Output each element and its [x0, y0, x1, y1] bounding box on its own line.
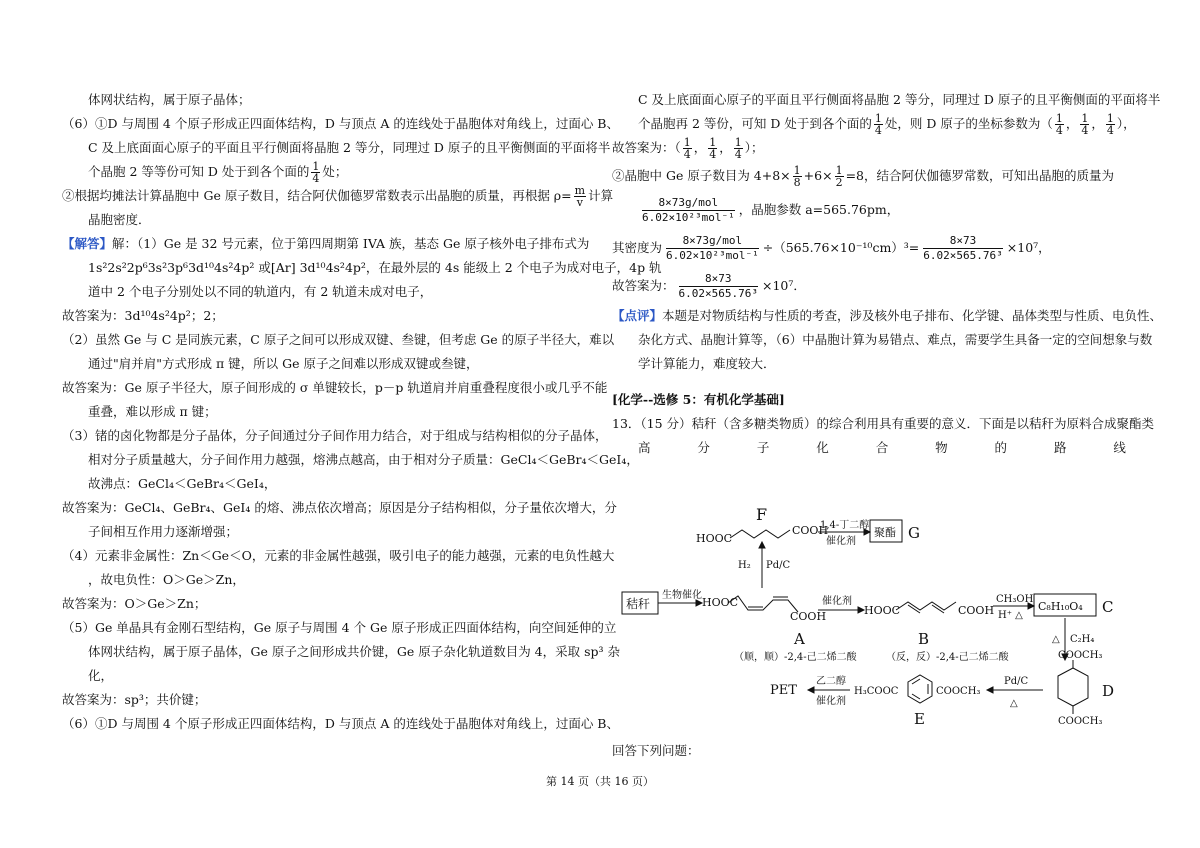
text-line: 故答案为：（ $\frac{1}{4}$ ， $\frac{1}{4}$ ， $\frac{1}{4}$ ）；: [612, 136, 764, 161]
text-line: ②根据均摊法计算晶胞中 Ge 原子数目，结合阿伏伽德罗常数表示出晶胞的质量，再根据 ρ= $\frac{m}{v}$ 计算: [62, 184, 614, 209]
comment-line: 【点评】本题是对物质结构与性质的考查，涉及核外电子排布、化学键、晶体类型与性质、电负性、: [612, 308, 1163, 323]
label-G: G: [908, 524, 920, 542]
b-name: （反，反）-2,4-己二烯二酸: [886, 652, 1009, 663]
d-ring: [1058, 668, 1088, 706]
label-C: C: [1102, 598, 1114, 616]
text-line: 故沸点：GeCl₄＜GeBr₄＜GeI₄，: [88, 476, 277, 491]
d-cooch3-top: COOCH₃: [1058, 650, 1103, 661]
text-line: 道中 2 个电子分别处以不同的轨道内，有 2 轨道未成对电子，: [88, 284, 433, 299]
text-line: 子间相互作用力逐渐增强；: [88, 524, 239, 539]
text-line: 晶胞密度．: [88, 212, 151, 227]
b-hooc: HOOC: [864, 604, 901, 617]
density-fraction: $\frac{8\times 73}{\text{6.02×565.76³}}$: [923, 234, 1003, 262]
comment-tag: 【点评】: [612, 308, 663, 323]
fraction-quarter: $\frac{1}{4}$: [709, 136, 717, 161]
e-inner-bond: [912, 694, 920, 699]
text-line: 其密度为 8×73g/mol 6.02×10²³mol⁻¹ ÷（565.76×10⁻¹⁰cm）³= $\frac{8\times 73}{\text{6.02×565.76³}}$ ×10⁷，: [612, 234, 1051, 262]
fraction-half: $\frac{1}{2}$: [835, 164, 843, 189]
text-line: 故答案为：sp³；共价键；: [62, 692, 207, 707]
pdc-label: Pd/C: [1004, 676, 1029, 687]
density-fraction: $\frac{8\times 73}{\text{6.02×565.76³}}$: [678, 272, 758, 300]
text-line: （6）①D 与周围 4 个原子形成正四面体结构，D 与顶点 A 的连线处于晶胞体对角线上，过面心 B、: [62, 116, 619, 131]
b-zigzag: [896, 602, 956, 610]
straw-label: 秸秆: [626, 597, 651, 611]
mass-fraction: 8×73g/mol 6.02×10²³mol⁻¹: [642, 196, 735, 224]
fraction-quarter: $\frac{1}{4}$: [1106, 112, 1114, 137]
arrow-head: [987, 687, 993, 693]
text-line: ②晶胞中 Ge 原子数目为 4+8× $\frac{1}{8}$ +6× $\frac{1}{2}$ =8，结合阿伏伽德罗常数，可知出晶胞的质量为: [612, 164, 1115, 189]
text-line: （6）①D 与周围 4 个原子形成正四面体结构，D 与顶点 A 的连线处于晶胞体对角线上，过面心 B、: [62, 716, 619, 731]
e-inner-bond: [912, 679, 920, 684]
fraction-m-over-v: $\frac{m}{v}$: [574, 184, 586, 209]
label-F: F: [756, 505, 768, 524]
glycol-label: 乙二醇: [816, 676, 846, 687]
ch3oh-label: CH₃OH: [996, 594, 1034, 605]
fraction-quarter: $\frac{1}{4}$: [874, 112, 882, 137]
pdc-label: Pd/C: [766, 560, 791, 571]
a-cooh: COOH: [790, 610, 827, 623]
text-line: 故答案为：Ge 原子半径大，原子间形成的 σ 单键较长，p－p 轨道肩并肩重叠程度很小或几乎不能: [62, 380, 608, 395]
answer-line: 【解答】解：（1）Ge 是 32 号元素，位于第四周期第 IVA 族，基态 Ge 原子核外电子排布式为: [62, 236, 590, 251]
butanediol-label: 1,4-丁二醇: [820, 520, 870, 531]
catalyst-label: 催化剂: [816, 696, 846, 707]
text-line: 个晶胞 2 等等份可知 D 处于到各个面的 $\frac{1}{4}$ 处；: [88, 160, 348, 185]
question-13-cont: 高 分 子 化 合 物 的 路 线: [638, 440, 1126, 455]
text-line: 相对分子质量越大，分子间作用力越强，熔沸点越高，由于相对分子质量：GeCl₄＜GeBr₄＜GeI₄，: [88, 452, 639, 467]
text-line: 故答案为：GeCl₄、GeBr₄、GeI₄ 的熔、沸点依次增高；原因是分子结构相似，分子量依次增大，分: [62, 500, 617, 515]
a-hooc: HOOC: [702, 596, 739, 609]
fraction-quarter: $\frac{1}{4}$: [1055, 112, 1063, 137]
e-h3cooc: H₃COOC: [854, 686, 899, 697]
text-line: 故答案为： $\frac{8\times 73}{\text{6.02×565.76³}}$ ×10⁷．: [612, 272, 806, 300]
text-line: 化，: [88, 668, 114, 683]
label-D: D: [1102, 682, 1115, 700]
bio-catalyst-label: 生物催化: [662, 590, 702, 601]
a-name: （顺，顺）-2,4-己二烯二酸: [734, 652, 857, 663]
mass-fraction: 8×73g/mol 6.02×10²³mol⁻¹: [666, 234, 759, 262]
delta-label: △: [1010, 698, 1018, 709]
delta-label: △: [1052, 634, 1060, 645]
text-line: 体网状结构，属于原子晶体，Ge 原子之间形成共价键，Ge 原子杂化轨道数目为 4，采取 sp³ 杂: [88, 644, 621, 659]
text-line: 1s²2s²2p⁶3s²3p⁶3d¹⁰4s²4p² 或[Ar] 3d¹⁰4s²4p²，在最外层的 4s 能级上 2 个电子为成对电子，4p 轨: [88, 260, 662, 275]
fraction-quarter: $\frac{1}{4}$: [1081, 112, 1089, 137]
pet-label: PET: [770, 683, 797, 698]
text-line: 个晶胞再 2 等份，可知 D 处于到各个面的 $\frac{1}{4}$ 处，则 D 原子的坐标参数为（ $\frac{1}{4}$ ， $\frac{1}{4}$ ， $\frac{1}{4}$ ），: [638, 112, 1136, 137]
b-cooh: COOH: [958, 604, 995, 617]
arrow-head: [808, 687, 814, 693]
text-line: C 及上底面面心原子的平面且平行侧面将晶胞 2 等分，同理过 D 原子的且平衡侧面的平面将半: [638, 92, 1161, 107]
label-E: E: [914, 710, 925, 728]
h2-label: H₂: [738, 560, 751, 571]
text-line: 故答案为：O＞Ge＞Zn；: [62, 596, 207, 611]
fraction-eighth: $\frac{1}{8}$: [793, 164, 801, 189]
ask-line: 回答下列问题：: [612, 743, 700, 758]
c2h4-label: C₂H₄: [1070, 634, 1095, 645]
f-cooh: COOH: [792, 524, 829, 537]
text-line: （5）Ge 单晶具有金刚石型结构，Ge 原子与周围 4 个 Ge 原子形成正四面体结构，向空间延伸的立: [62, 620, 617, 635]
e-cooch3: COOCH₃: [936, 686, 981, 697]
d-cooch3-bottom: COOCH₃: [1058, 716, 1103, 727]
f-zigzag: [730, 530, 790, 538]
text-line: 8×73g/mol 6.02×10²³mol⁻¹ ，晶胞参数 a=565.76pm，: [642, 196, 900, 224]
catalyst-label: 催化剂: [826, 536, 856, 547]
answer-tag: 【解答】: [62, 236, 113, 251]
arrow-head: [759, 542, 765, 548]
question-13: 13．（15 分）秸秆（含多糖类物质）的综合利用具有重要的意义．下面是以秸秆为原料合成聚酯类: [612, 416, 1155, 431]
text-line: 杂化方式、晶胞计算等，（6）中晶胞计算为易错点、难点，需要学生具备一定的空间想象与数: [638, 332, 1153, 347]
text-line: （2）虽然 Ge 与 C 是同族元素，C 原子之间可以形成双键、叁键，但考虑 Ge 的原子半径大，难以: [62, 332, 615, 347]
fraction-quarter: $\frac{1}{4}$: [683, 136, 691, 161]
c-formula-label: C₈H₁₀O₄: [1038, 600, 1083, 613]
text-line: （4）元素非金属性：Zn＜Ge＜O，元素的非金属性越强，吸引电子的能力越强，元素的电负性越大: [62, 548, 615, 563]
page-footer: 第 14 页（共 16 页）: [546, 775, 654, 788]
fraction-quarter: $\frac{1}{4}$: [734, 136, 742, 161]
label-A: A: [794, 630, 805, 648]
a-zigzag: [728, 596, 798, 612]
synthesis-scheme: [618, 505, 1138, 740]
right-column: [612, 88, 1163, 460]
fraction-quarter: $\frac{1}{4}$: [312, 160, 320, 185]
text-line: ，故电负性：O＞Ge＞Zn，: [88, 572, 245, 587]
catalyst-label: 催化剂: [822, 596, 852, 607]
text-line: 重叠，难以形成 π 键；: [88, 404, 217, 419]
h-delta-label: H⁺ △: [998, 610, 1023, 621]
text-line: 通过"肩并肩"方式形成 π 键，所以 Ge 原子之间难以形成双键或叁键，: [88, 356, 479, 371]
text-line: C 及上底面面心原子的平面且平行侧面将晶胞 2 等分，同理过 D 原子的且平衡侧面的平面将半: [88, 140, 611, 155]
text-line: （3）锗的卤化物都是分子晶体，分子间通过分子间作用力结合，对于组成与结构相似的分子晶体，: [62, 428, 608, 443]
text-line: 故答案为：3d¹⁰4s²4p²；2；: [62, 308, 224, 323]
text-line: 学计算能力，难度较大．: [638, 356, 776, 371]
f-hooc: HOOC: [696, 532, 733, 545]
text-line: 体网状结构，属于原子晶体；: [88, 92, 251, 107]
label-B: B: [918, 630, 930, 648]
polyester-label: 聚酯: [874, 526, 896, 539]
section-heading: [化学--选修 5：有机化学基础]: [612, 392, 785, 407]
